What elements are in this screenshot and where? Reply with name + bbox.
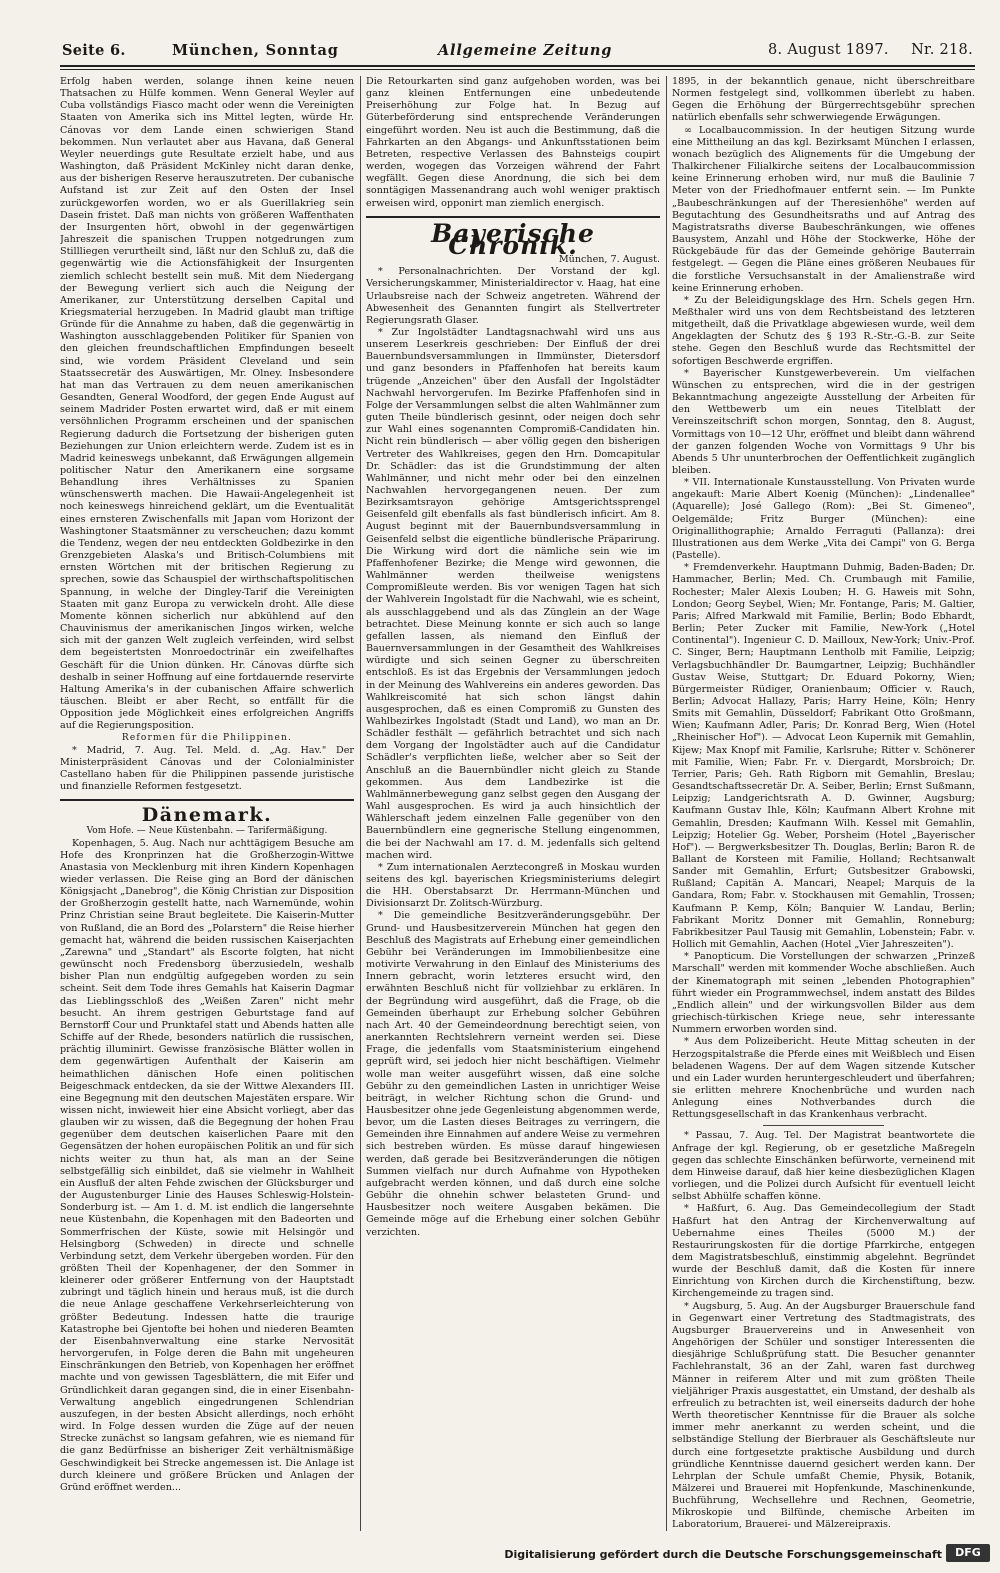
article-tariff-continued: Die Retourkarten sind ganz aufgehoben worden, was bei ganz kleinen Entfernungen eine unbedeutende Preiserhöhung zur Folge hat. In Bezug auf Güterbeförderung sind entsprechende Veränderungen eingeführt worden. Neu ist auch die Bestimmung, daß die Fahrkarten an den Abgangs- und Ankunftsstationen beim Betreten, respective Verlassen des Bahnsteigs coupirt werden, wogegen das Vorzeigen während der Fahrt wegfällt. Gegen diese Anordnung, die sich bei dem sonntägigen Massenandrang auch wohl weniger praktisch erweisen wird, opponirt man ziemlich energisch. (366, 76, 660, 209)
article-ingolstadt-election: * Zur Ingolstädter Landtagsnachwahl wird uns aus unserem Leserkreis geschrieben: Der Einfluß der drei Bauernbundsversammlungen in Ilmmünster, Dietersdorf und ganz besonders in Pfaffenhofen hat bereits kaum trügende „Anzeichen" über den Ausfall der Ingolstädter Nachwahl hervorgerufen. Im Bezirke Pfaffenhofen sind in Folge der Versammlungen selbst die alten Wahlmänner zum guten Theile bündlerisch gesinnt, oder neigen doch sehr zur Wahl eines sogenannten Compromiß-Candidaten hin. Nicht rein bündlerisch — aber völlig gegen den bisherigen Vertreter des Wahlkreises, gegen den Hrn. Domcapitular Dr. Schädler: das ist die Grundstimmung der alten Wahlmänner, und nicht mehr oder bei den einzelnen Nachwahlen hervorgegangenen neuen. Der zum Bezirksamtsrayon gehörige Amtsgerichtssprengel Geisenfeld gilt ebenfalls als fast bündlerisch inficirt. Am 8. August beginnt mit der Bauernbundsversammlung in Geisenfeld selbst die eigentliche bündlerische Präparirung. Die Wirkung wird dort die nämliche sein wie im Pfaffenhofener Bezirke; die Menge wird gewonnen, die Wahlmänner werden theilweise wenigstens Compromißleute werden. Bis vor wenigen Tagen hat sich der Wahlverein Ingolstadt für die Nachwahl, wie es scheint, als ausschlaggebend und als das Zünglein an der Wage betrachtet. Diese Meinung konnte er sich auch so lange gefallen lassen, als niemand den Einfluß der Bauernversammlungen in der Gesamtheit des Wahlkreises würdigte und sich seinen Gegner zu überschreiten entschloß. Es ist das Ergebnis der Versammlungen jedoch in der Meinung des Wahlvereins ein anderes geworden. Das Wahlkreiscomité hat sich schon längst dahin ausgesprochen, daß es einen Compromiß zu Gunsten des Wahlbezirkes Ingolstadt (Stadt und Land), wo man an Dr. Schädler festhält — gefährlich betrachtet und sich nach dem Vorgang der Ingolstädter auch auf die Candidatur Schädler's verpflichten ließe, welcher aber so Seit der Anschluß an die Bauernbündler nicht gleich zu Stande gekommen. Aus dem Landbezirke ist die Wahlmännerbewegung ganz selbst gegen den Ausgang der Wahl ausgesprochen. Es wird ja auch hinsichtlich der Wählerschaft jedem einzelnen Falle gegenüber von den Bauernbündlern eine gegnerische Stellung eingenommen, die bei der Nachwahl am 17. d. M. jedenfalls sich geltend machen wird. (366, 326, 660, 861)
article-libel-suit: * Zu der Beleidigungsklage des Hrn. Schels gegen Hrn. Meßthaler wird uns von dem Rechtsbeistand des letzteren mitgetheilt, daß die Privatklage abgewiesen wurde, weil dem Angeklagten der Schutz des § 193 R.-Str.-G.-B. zur Seite stehe. Gegen den Beschluß wurde das Rechtsmittel der sofortigen Beschwerde ergriffen. (672, 294, 975, 367)
article-panopticum: * Panopticum. Die Vorstellungen der schwarzen „Prinzeß Marschall" werden mit kommender Woche abschließen. Auch der Kinematograph mit seinen „lebenden Photographien" führt wieder ein Programmwechsel, indem anstatt des Bildes „Endlich allein" und der wirkungsvollen Bilder aus dem griechisch-türkischen Kriege neue, sehr interessante Nummern erworben worden sind. (672, 951, 975, 1036)
issue-number: Nr. 218. (911, 42, 973, 58)
article-fee-continued: 1895, in der bekanntlich genaue, nicht überschreitbare Normen festgelegt sind, vollkommen überlebt zu haben. Gegen die Erhöhung der Bürgerrechtsgebühr sprechen natürlich ebenfalls sehr schwerwiegende Erwägungen. (672, 76, 975, 124)
page-header (60, 38, 975, 64)
article-hassfurt: * Haßfurt, 6. Aug. Das Gemeindecollegium der Stadt Haßfurt hat den Antrag der Kirchenverwaltung auf Uebernahme eines Theiles (5000 M.) der Restaurirungskosten für die dortige Pfarrkirche, entgegen dem Magistratsbeschluß, einstimmig abgelehnt. Begründet wurde der Beschluß damit, daß die Kosten für innere Einrichtung von Kirchen durch die Kirchenstiftung, bezw. Kirchengemeinde zu tragen sind. (672, 1203, 975, 1300)
article-medical-congress: * Zum internationalen Aerztecongreß in Moskau wurden seitens des kgl. bayerischen Kriegsministeriums delegirt die HH. Oberstabsarzt Dr. Herrmann-München und Divisionsarzt Dr. Zolitsch-Würzburg. (366, 861, 660, 910)
article-augsburg-brewing-school: * Augsburg, 5. Aug. An der Augsburger Brauerschule fand in Gegenwart einer Vertretung des Stadtmagistrats, des Augsburger Brauervereins und in Anwesenheit von Angehörigen der Schüler und sonstiger Interessenten die diesjährige Schlußprüfung statt. Die Besucher genannter Fachlehranstalt, 36 an der Zahl, waren fast durchweg Männer in reiferem Alter und mit zum größten Theile vieljähriger Praxis ausgestattet, ein Umstand, der deshalb als erfreulich zu betrachten ist, weil einerseits dadurch der hohe Werth theoretischer Kenntnisse für die Brauer als solche immer mehr anerkannt zu werden scheint, und die selbständige Stellung der Bierbrauer als Geschäftsleute nur durch eine fortgesetzte praktische Ausbildung und durch gründliche Kenntnisse dauernd gesichert werden kann. Der Lehrplan der Schule umfaßt Chemie, Physik, Botanik, Mälzerei und Brauerei mit Hopfenkunde, Maschinenkunde, Buchführung, Wechsellehre und Rechnen, Geometrie, Mikroskopie und Bilfünde, chemische Arbeiten im Laboratorium, Brauerei- und Mälzereipraxis. (672, 1300, 975, 1531)
article-local-building-commission: ∞ Localbaucommission. In der heutigen Sitzung wurde eine Mittheilung an das kgl. Bezirksamt München I erlassen, wonach bezüglich des Alignements für die Umgebung der Thalkirchener Filialkirche seitens der Localbaucommission keine Erinnerung erhoben wird, nur muß die Baulinie 7 Meter von der Friedhofmauer entfernt sein. — Im Punkte „Baubeschränkungen auf der Theresienhöhe" werden auf Begutachtung des Gesundheitsraths und auf Antrag des Magistratsraths diverse Baubeschränkungen, wie offenes Bausystem, Anzahl und Höhe der Stockwerke, Höhe der Rückgebäude für das der Gemeinde gehörige Bauterrain festgelegt. — Gegen die Pläne eines größeren Neubaues für die forstliche Versuchsanstalt in der Amalienstraße wird keine Erinnerung erhoben. (672, 124, 975, 294)
issue-date: 8. August 1897. (768, 42, 889, 58)
section-rule (366, 216, 660, 218)
newspaper-title: Allgemeine Zeitung (438, 42, 613, 59)
place-day: München, Sonntag (172, 42, 339, 59)
digitization-footer (0, 1545, 1000, 1565)
article-cuba-continued: Erfolg haben werden, solange ihnen keine neuen Thatsachen zu Hülfe kommen. Wenn General Weyler auf Cuba vollständigs Fiasco macht oder wenn die Vereinigten Staaten von Amerika sich ins Mittel legten, würde Hr. Cánovas vor dem Lande einen schwierigen Stand bekommen. Nun verlautet aber aus Havana, daß General Weyler neuerdings gute Resultate erzielt habe, und aus Washington, daß Präsident McKinley nicht daran denke, aus der bisherigen Reserve herauszutreten. Der cubanische Aufstand ist zur Zeit auf den Osten der Insel zurückgeworfen worden, wo er als Guerillakrieg sein Dasein fristet. Daß man nichts von größeren Waffenthaten der Insurgenten hört, obwohl in der gegenwärtigen Jahreszeit die spanischen Truppen notgedrungen zum Stillliegen verurtheilt sind, läßt nur den Schluß zu, daß die gegenwärtig wie die Actionsfähigkeit der Insurgenten ziemlich schlecht bestellt sein muß. Mit dem Niedergang der Bewegung verliert sich auch die Neigung der Amerikaner, zur Unterstützung derselben Capital und Kriegsmaterial herzugeben. In Madrid glaubt man triftige Gründe für die Annahme zu haben, daß die gegenwärtig in Washington ausschlaggebenden Politiker für Spanien von den gleichen freundschaftlichen Empfindungen beseelt sind, wie vordem Präsident Cleveland und sein Staatssecretär des Auswärtigen, Mr. Olney. Insbesondere hat man das Vertrauen zu dem neuen amerikanischen Gesandten, General Woodford, der gegen Ende August auf seinem Madrider Posten erwartet wird, daß er mit einem versöhnlichen Programm erscheinen und der spanischen Regierung dadurch die Fortsetzung der bisherigen guten Beziehungen zur Union erleichtern werde. Zudem ist es in Madrid keineswegs unbekannt, daß Erwägungen allgemein politischer Natur den Amerikanern eine sorgsame Behandlung ihres Verhältnisses zu Spanien wünschenswerth machen. Die Hawaii-Angelegenheit ist noch keineswegs hinreichend geklärt, um die Eventualität eines ernsteren Zwischenfalls mit Japan vom Horizont der Washingtoner Staatsmänner zu verscheuchen; dazu kommt die Tendenz, wegen der neu entdeckten Goldbezirke in den Grenzgebieten Alaska's und Britisch-Columbiens mit ernsten Wörtchen mit der britischen Regierung zu sprechen, sowie das Schauspiel der wirthschaftspolitischen Spannung, in welche der Dingley-Tarif die Vereinigten Staaten mit ganz Europa zu verwickeln droht. Alle diese Momente können sicherlich nur abkühlend auf den Chauvinismus der amerikanischen Jingos wirken, welche sich mit der ganzen Welt zugleich verfeinden, wird selbst dem begeistertsten Monroedoctrinär ein zweifelhaftes Geschäft für die Union dünken. Hr. Cánovas dürfte sich deshalb in seiner Hoffnung auf eine fortdauernde reservirte Haltung Amerika's in der cubanischen Affaire schwerlich täuschen. Bleibt er aber Recht, so entfällt für die Opposition jede Möglichkeit eines erfolgreichen Angriffs auf die Regierungsposition. (60, 76, 354, 732)
column-2 (366, 76, 660, 1531)
article-property-fee: * Die gemeindliche Besitzveränderungsgebühr. Der Grund- und Hausbesitzerverein München hat gegen den Beschluß des Magistrats auf Erhebung einer gemeindlichen Gebühr bei Veränderungen im Immobilienbesitze eine motivirte Verwahrung in den Einlauf des Ministeriums des Innern gebracht, worin letzteres ersucht wird, den erwähnten Beschluß nicht für vollziehbar zu erklären. In der Begründung wird ausgeführt, daß die Frage, ob die Gemeinden überhaupt zur Erhebung solcher Gebühren nach Art. 40 der Gemeindeordnung berechtigt seien, von anerkannten Rechtslehrern verneint werden sei. Diese Frage, die jedenfalls vom Staatsministerium eingehend geprüft wird, sei jedoch hier nicht beschäftigen. Vielmehr wolle man weiter ausgeführt wissen, daß eine solche Gebühr zu den gemeindlichen Lasten in unrichtiger Weise beiträgt, in welcher Richtung schon die Grund- und Hausbesitzer ohne jede Gegenleistung abgenommen werde, bevor, um die Lasten dieses Beitrages zu verringern, die Gemeinden ihre Einnahmen auf andere Weise zu vermehren sich bestreben würden. Es müsse darauf hingewiesen werden, daß gerade bei Besitzveränderungen die nötigen Summen vielfach nur durch Aufnahme von Hypotheken aufgebracht werden können, und daß durch eine solche Gebühr die ohnehin schwer belasteten Grund- und Hausbesitzer noch weitere Ausgaben bekämen. Die Gemeinde möge auf die Erhebung einer solchen Gebühr verzichten. (366, 910, 660, 1238)
section-title-bavarian-chronicle: Bayerische Chronik. (431, 218, 595, 260)
subheading-philippines: Reformen für die Philippinen. (121, 733, 293, 744)
article-visitors-list: * Fremdenverkehr. Hauptmann Duhmig, Baden-Baden; Dr. Hammacher, Berlin; Med. Ch. Crumbaugh mit Familie, Rochester; Maler Alexis Louben; H. G. Haweis mit Sohn, London; Georg Seybel, Wien; Mr. Fontange, Paris; M. Galtier, Paris; Alfred Markwald mit Familie, Berlin; Bodo Ebhardt, Berlin; Peter Zucker mit Familie, New-York („Hotel Continental"). Ingenieur C. D. Mailloux, New-York; Univ.-Prof. C. Singer, Bern; Hauptmann Lentholb mit Familie, Leipzig; Verlagsbuchhändler Dr. Baumgartner, Leipzig; Buchhändler Gustav Weise, Stuttgart; Dr. Eduard Pokorny, Wien; Bürgermeister Rüdiger, Oranienbaum; Officier v. Rauch, Berlin; Advocat Hallazy, Paris; Harry Heine, Köln; Henry Smits mit Gemahlin, Düsseldorf; Fabrikant Otto Großmann, Wien; Kaufmann Adler, Paris; Dr. Konrad Berg, Wien (Hotel „Rheinischer Hof"). — Advocat Leon Kupernik mit Gemahlin, Kijew; Max Knopf mit Familie, Karlsruhe; Ritter v. Schönerer mit Familie, Wien; Fabr. Fr. v. Diergardt, Morsbroich; Dr. Terrier, Paris; Geh. Rath Rigborn mit Gemahlin, Breslau; Gesandtschaftssecretär Dr. A. Seiber, Berlin; Ernst Sußmann, Leipzig; Landgerichtsrath A. D. Gwinner, Augsburg; Kaufmann Gustav Ihle, Köln; Kaufmann Albert Krohne mit Gemahlin, Dresden; Kaufmann Wilh. Kessel mit Gemahlin, Leipzig; Hotelier Gg. Weber, Porsheim (Hotel „Bayerischer Hof"). — Bergwerksbesitzer Th. Douglas, Berlin; Baron R. de Ballant de Korsteen mit Familie, Holland; Rechtsanwalt Sander mit Gemahlin, Erfurt; Gutsbesitzer Grabowski, Rußland; Capitän A. Mancari, Neapel; Marquis de la Gandara, Rom; Fabr. v. Stockhausen mit Gemahlin, Trossen; Kaufmann P. Kemp, Köln; Banquier W. Landau, Berlin; Fabrikant Moritz Donner mit Gemahlin, Ronneburg; Fabrikbesitzer Paul Tausig mit Gemahlin, Lobenstein; Fabr. v. Hollich mit Gemahlin, Aachen (Hotel „Vier Jahreszeiten"). (672, 562, 975, 951)
page-number: Seite 6. (62, 42, 126, 59)
section-title-denmark: Dänemark. (141, 804, 273, 827)
separator-rule (763, 1125, 884, 1126)
column-divider (666, 76, 667, 1531)
newspaper-page (60, 38, 975, 1538)
section-rule (60, 799, 354, 801)
article-police-report: * Aus dem Polizeibericht. Heute Mittag scheuten in der Herzogspitalstraße die Pferde eines mit Weißblech und Eisen beladenen Wagens. Der auf dem Wagen sitzende Kutscher und ein Lader wurden heruntergeschleudert und überfahren; sie erlitten mehrere Knochenbrüche und wurden nach Anlegung eines Nothverbandes durch die Rettungsgesellschaft in das Krankenhaus verbracht. (672, 1036, 975, 1121)
header-rule (60, 65, 975, 67)
article-passau: * Passau, 7. Aug. Tel. Der Magistrat beantwortete die Anfrage der kgl. Regierung, ob er gesetzliche Maßregeln gegen das schlechte Einschänken befürworte, verneinend mit dem Hinweise darauf, daß hier keine diesbezüglichen Klagen vorliegen, und die Polizei durch Aufsicht für eventuell leicht selbst Abhülfe schaffen könne. (672, 1130, 975, 1203)
article-arts-crafts-society: * Bayerischer Kunstgewerbeverein. Um vielfachen Wünschen zu entsprechen, wird die in der gestrigen Bekanntmachung angezeigte Ausstellung der Arbeiten für den Wettbewerb um ein neues Titelblatt der Vereinszeitschrift schon morgen, Sonntag, den 8. August, Vormittags von 10—12 Uhr, eröffnet und bleibt dann während der ganzen folgenden Woche von Vormittags 9 Uhr bis Abends 5 Uhr ununterbrochen der Oeffentlichkeit zugänglich bleiben. (672, 367, 975, 476)
article-personal-news: * Personalnachrichten. Der Vorstand der kgl. Versicherungskammer, Ministerialdirector v. Haag, hat eine Urlaubsreise nach der Schweiz angetreten. Während der Abwesenheit des Genannten fungirt als Stellvertreter Regierungsrath Glaser. (366, 266, 660, 326)
header-rule-thin (60, 69, 975, 70)
article-art-exhibition: * VII. Internationale Kunstausstellung. Von Privaten wurde angekauft: Marie Albert Koenig (München): „Lindenallee" (Aquarelle); José Gallego (Rom): „Bei St. Gimeneo", Oelgemälde; Fritz Burger (München): eine Originallithographie; Arnaldo Ferraguti (Pallanza): drei Illustrationen aus dem Werke „Vita dei Campi" von G. Berga (Pastelle). (672, 477, 975, 562)
column-1 (60, 76, 354, 1531)
dfg-logo-icon: DFG (946, 1544, 990, 1562)
column-divider (360, 76, 361, 1531)
footer-credit: Digitalisierung gefördert durch die Deutsche Forschungsgemeinschaft (504, 1548, 942, 1561)
denmark-subheading: Vom Hofe. — Neue Küstenbahn. — Tarifermäßigung. (86, 826, 328, 837)
chronicle-dateline: München, 7. August. (558, 254, 660, 266)
article-copenhagen: Kopenhagen, 5. Aug. Nach nur achttägigem Besuche am Hofe des Kronprinzen hat die Großherzogin-Wittwe Anastasia von Mecklenburg mit ihren Kindern Kopenhagen wieder verlassen. Die Reise ging an Bord der dänischen Königsjacht „Danebrog", die König Christian zur Disposition der Großherzogin gestellt hatte, nach Warnemünde, wohin Prinz Christian seine Braut begleitete. Die Kaiserin-Mutter von Rußland, die an Bord des „Polarstern" die Reise hierher gemacht hat, während die beiden russischen Kaiserjachten „Zarewna" und „Standart" als Escorte folgten, hat nicht gewünscht noch Fredensborg überzusiedeln, weshalb bisher Plan nun endgültig aufgegeben worden zu sein scheint. Seit dem Tode ihres Gemahls hat Kaiserin Dagmar das Lieblingsschloß des „Weißen Zaren" nicht mehr besucht. An ihrem gestrigen Geburtstage fand auf Bernstorff Cour und Prunktafel statt und Abends hatten alle Schiffe auf der Rhede, besonders natürlich die russischen, prächtig illuminirt. Gewisse französische Blätter wollen in dem gegenwärtigen Aufenthalt der Kaiserin am heimathlichen dänischen Hofe einen politischen Beigeschmack entdecken, da sie der Wittwe Alexanders III. eine Begegnung mit den deutschen Majestäten erspare. Wir wissen nicht, inwieweit hier eine Absicht vorliegt, aber das glauben wir zu wissen, daß die Begegnung der hohen Frau gegenüber dem deutschen kaiserlichen Paare mit den Gegensätzen der hohen europäischen Politik an und für sich nichts weiter zu thun hat, als man an der Seine selbstgefällig sich einbildet, daß sie vielmehr in Wahlheit ein Ausfluß der alten Fehde zwischen der Glücksburger und der Augustenburger Linie des Hauses Schleswig-Holstein-Sonderburg ist. — Am 1. d. M. ist endlich die langersehnte neue Küstenbahn, die Kopenhagen mit den Badeorten und Sommerfrischen der Küste, sowie mit Helsingör und Helsingborg (Schweden) in directe und schnelle Verbindung setzt, dem Verkehr übergeben worden. Für den größten Theil der Kopenhagener, der den Sommer in kleinerer oder größerer Entfernung von der Hauptstadt zubringt und täglich hinein und heraus muß, ist die durch die neue Anlage geschaffene Verkehrserleichterung von größter Bedeutung. Indessen hatte die traurige Katastrophe bei Gjentofte bei hohen und niederen Beamten der Eisenbahnverwaltung eine starke Nervosität hervorgerufen, in Folge deren die Bahn mit ungeheuren Einschränkungen den Betrieb, von Kopenhagen her eröffnet machte und von gewissen Tagesblättern, die mit Eifer und Gründlichkeit daran gegangen sind, die in einer Eisenbahn-Verwaltung angeblich eingedrungenen Schlendrian auszufegen, in der besten Absicht allerdings, noch erhöht wird. In Folge dessen wurden die Züge auf der neuen Strecke zunächst so langsam gefahren, wie es niemand für die ganz Bedürfnisse an bisheriger Zeit verhältnismäßige Geschwindigkeit bei Strecke angemessen ist. Die Anlage ist durch kleinere und größere Brücken und Anlagen der Gründ eröffnet werden... (60, 837, 354, 1493)
column-3 (672, 76, 975, 1531)
article-madrid: * Madrid, 7. Aug. Tel. Meld. d. „Ag. Hav." Der Ministerpräsident Cánovas und der Colonialminister Castellano haben für die Philippinen passende juristische und finanzielle Reformen festgesetzt. (60, 744, 354, 793)
